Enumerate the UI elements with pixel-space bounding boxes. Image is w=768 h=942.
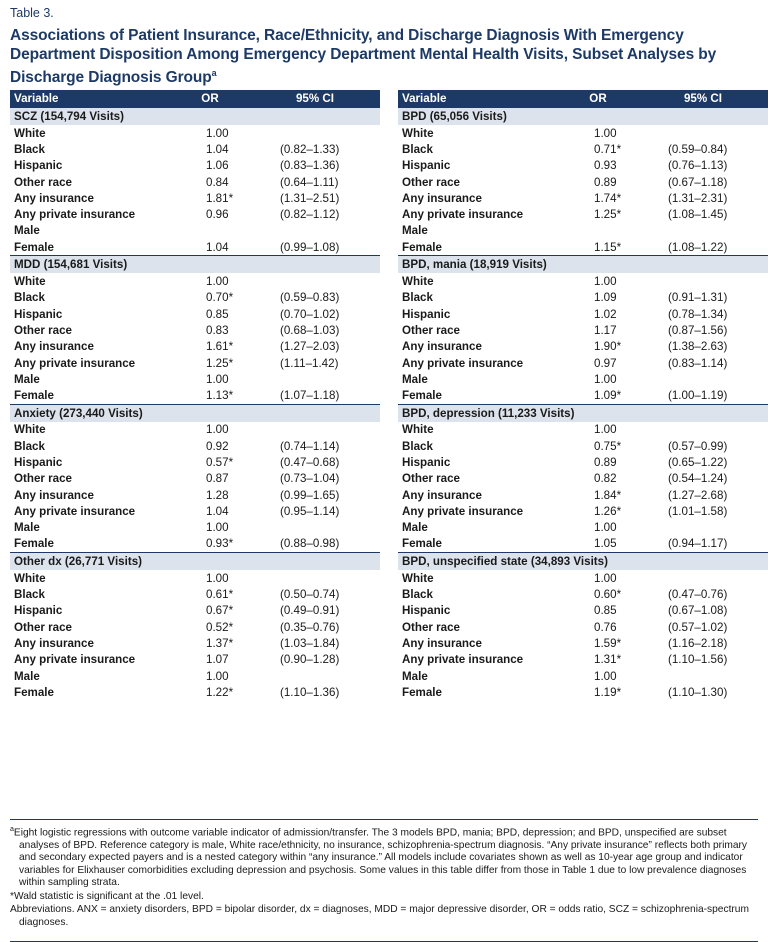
table-row [10, 190, 380, 206]
ci-cell: (1.07–1.18) [280, 389, 340, 403]
table-row [10, 471, 380, 487]
table-row [398, 570, 768, 586]
table-row [10, 239, 380, 256]
or-cell: 1.00 [206, 372, 229, 386]
variable-cell: Female [402, 389, 442, 403]
or-cell: 1.00 [206, 669, 229, 683]
or-cell: 1.00 [594, 669, 617, 683]
group-label: Other dx (26,771 Visits) [10, 553, 380, 571]
ci-cell [638, 371, 768, 387]
variable-cell: Any private insurance [14, 208, 136, 222]
or-cell: 0.96 [206, 208, 229, 222]
ci-cell: (0.82–1.33) [280, 142, 340, 156]
variable-cell: Hispanic [402, 307, 451, 321]
ci-cell: (1.11–1.42) [280, 356, 339, 370]
or-cell: 1.02 [594, 307, 617, 321]
header-variable: Variable [398, 90, 558, 108]
or-cell: 1.81* [206, 191, 234, 205]
or-cell: 1.59* [594, 636, 622, 650]
ci-cell [638, 570, 768, 586]
or-cell: 1.17 [594, 323, 617, 337]
variable-cell: Any insurance [14, 488, 94, 502]
variable-cell: Any insurance [14, 636, 94, 650]
left-table-column [10, 90, 380, 701]
or-cell [170, 223, 250, 239]
group-header-row [398, 553, 768, 571]
group-header-row [10, 108, 380, 126]
ci-cell: (1.03–1.84) [280, 636, 340, 650]
header-or: OR [170, 90, 250, 108]
ci-cell: (0.83–1.14) [668, 356, 728, 370]
ci-cell: (0.35–0.76) [280, 620, 340, 634]
variable-cell: Male [402, 669, 428, 683]
ci-cell [250, 520, 380, 536]
ci-cell [250, 570, 380, 586]
or-cell: 0.89 [594, 455, 617, 469]
table-row [10, 141, 380, 157]
table-row [398, 652, 768, 668]
ci-cell: (0.47–0.76) [668, 588, 728, 602]
or-cell: 0.87 [206, 472, 229, 486]
group-header-row [10, 256, 380, 274]
variable-cell: Other race [14, 175, 72, 189]
variable-cell: Male [402, 224, 428, 238]
table-row [398, 471, 768, 487]
or-cell: 1.04 [206, 142, 229, 156]
table-row [398, 503, 768, 519]
ci-cell [250, 668, 380, 684]
or-cell: 0.93* [206, 537, 234, 551]
or-cell: 1.25* [206, 356, 234, 370]
variable-cell: Male [402, 521, 428, 535]
or-cell: 1.00 [206, 571, 229, 585]
variable-cell: Any private insurance [14, 356, 136, 370]
table-row [398, 206, 768, 222]
table-row [10, 306, 380, 322]
group-label: BPD (65,056 Visits) [398, 108, 768, 126]
header-row [10, 90, 380, 108]
table-row [10, 503, 380, 519]
group-label: SCZ (154,794 Visits) [10, 108, 380, 126]
table-row [10, 422, 380, 438]
or-cell: 1.25* [594, 208, 622, 222]
variable-cell: Any insurance [402, 488, 482, 502]
or-cell [558, 223, 638, 239]
variable-cell: Black [14, 439, 45, 453]
ci-cell: (1.08–1.22) [668, 240, 728, 254]
variable-cell: Black [402, 439, 433, 453]
or-cell: 1.00 [594, 275, 617, 289]
table-row [10, 371, 380, 387]
group-header-row [398, 256, 768, 274]
variable-cell: Any private insurance [402, 504, 524, 518]
or-cell: 0.70* [206, 291, 234, 305]
variable-cell: White [402, 126, 434, 140]
table-row [398, 125, 768, 141]
variable-cell: Other race [402, 175, 460, 189]
ci-cell: (1.38–2.63) [668, 340, 728, 354]
table-row [10, 619, 380, 635]
variable-cell: Hispanic [402, 455, 451, 469]
variable-cell: White [14, 423, 46, 437]
header-or: OR [558, 90, 638, 108]
variable-cell: Black [402, 588, 433, 602]
or-cell: 1.09 [594, 291, 617, 305]
ci-cell: (0.82–1.12) [280, 208, 340, 222]
ci-cell: (0.59–0.83) [280, 291, 340, 305]
table-bottom-rule [10, 819, 758, 820]
variable-cell: Hispanic [402, 604, 451, 618]
or-cell: 1.61* [206, 340, 234, 354]
table-row [398, 158, 768, 174]
or-cell: 0.97 [594, 356, 617, 370]
variable-cell: Male [14, 521, 40, 535]
or-cell: 1.00 [594, 372, 617, 386]
or-cell: 1.04 [206, 504, 229, 518]
variable-cell: Black [14, 142, 45, 156]
table-row [398, 371, 768, 387]
or-cell: 1.00 [594, 423, 617, 437]
table-row [10, 125, 380, 141]
variable-cell: Black [14, 291, 45, 305]
variable-cell: Other race [14, 323, 72, 337]
group-header-row [398, 108, 768, 126]
table-row [10, 223, 380, 239]
table-title-text: Associations of Patient Insurance, Race/Ethnicity, and Discharge Diagnosis With Emergency Department Disposition Among Emergency Department Mental Health Visits, Subset Analyses by Discharge Diagnosis Group [10, 27, 717, 87]
footnote-a [10, 824, 758, 890]
variable-cell: Any private insurance [402, 208, 524, 222]
variable-cell: Hispanic [402, 159, 451, 173]
table-row [10, 536, 380, 553]
table-row [10, 684, 380, 700]
or-cell: 1.37* [206, 636, 234, 650]
group-label: BPD, mania (18,919 Visits) [398, 256, 768, 274]
ci-cell: (0.76–1.13) [668, 159, 728, 173]
variable-cell: Female [402, 240, 442, 254]
variable-cell: Any insurance [402, 636, 482, 650]
table-row [398, 141, 768, 157]
ci-cell [638, 273, 768, 289]
ci-cell [250, 223, 380, 239]
or-cell: 1.00 [594, 571, 617, 585]
table-row [398, 190, 768, 206]
variable-cell: Female [14, 389, 54, 403]
table-row [10, 570, 380, 586]
table-row [398, 422, 768, 438]
or-cell: 0.67* [206, 604, 234, 618]
or-cell: 1.31* [594, 653, 622, 667]
ci-cell: (0.57–0.99) [668, 439, 728, 453]
table-row [398, 355, 768, 371]
ci-cell: (0.73–1.04) [280, 472, 340, 486]
footnote-significance: *Wald statistic is significant at the .01 level. [10, 890, 204, 902]
group-label: BPD, depression (11,233 Visits) [398, 404, 768, 422]
variable-cell: Other race [402, 620, 460, 634]
ci-cell: (1.16–2.18) [668, 636, 728, 650]
table-row [398, 619, 768, 635]
ci-cell: (1.31–2.31) [668, 191, 728, 205]
table-row [398, 536, 768, 553]
or-cell: 1.84* [594, 488, 622, 502]
table-row [398, 635, 768, 651]
variable-cell: Female [14, 537, 54, 551]
variable-cell: Other race [402, 472, 460, 486]
table-row [10, 273, 380, 289]
ci-cell [250, 125, 380, 141]
variable-cell: Any private insurance [14, 653, 136, 667]
variable-cell: Male [14, 669, 40, 683]
ci-cell: (0.95–1.14) [280, 504, 340, 518]
group-label: Anxiety (273,440 Visits) [10, 404, 380, 422]
or-cell: 1.00 [206, 275, 229, 289]
ci-cell: (0.54–1.24) [668, 472, 728, 486]
table-label: Table 3. [10, 6, 54, 20]
or-cell: 1.09* [594, 389, 622, 403]
or-cell: 0.85 [594, 604, 617, 618]
header-ci: 95% CI [638, 90, 768, 108]
ci-cell: (0.99–1.08) [280, 240, 340, 254]
group-header-row [10, 404, 380, 422]
ci-cell: (1.27–2.03) [280, 340, 340, 354]
right-results-table [398, 90, 768, 701]
ci-cell: (0.91–1.31) [668, 291, 728, 305]
ci-cell: (1.31–2.51) [280, 191, 340, 205]
ci-cell [638, 520, 768, 536]
ci-cell [250, 422, 380, 438]
or-cell: 0.61* [206, 588, 234, 602]
or-cell: 1.00 [594, 126, 617, 140]
footnote-a-marker: a [10, 826, 14, 833]
ci-cell: (0.59–0.84) [668, 142, 728, 156]
ci-cell: (0.64–1.11) [280, 175, 339, 189]
or-cell: 1.28 [206, 488, 229, 502]
table-row [398, 290, 768, 306]
table-row [10, 652, 380, 668]
variable-cell: Any private insurance [402, 356, 524, 370]
table-row [10, 454, 380, 470]
table-row [10, 174, 380, 190]
ci-cell: (0.67–1.18) [668, 175, 728, 189]
variable-cell: Male [14, 224, 40, 238]
table-row [398, 438, 768, 454]
title-footnote-marker: a [211, 68, 217, 78]
or-cell: 0.52* [206, 620, 234, 634]
table-row [398, 586, 768, 602]
ci-cell: (0.68–1.03) [280, 323, 340, 337]
table-row [398, 322, 768, 338]
table-row [10, 438, 380, 454]
group-label: MDD (154,681 Visits) [10, 256, 380, 274]
ci-cell [250, 371, 380, 387]
ci-cell: (0.90–1.28) [280, 653, 340, 667]
ci-cell: (0.88–0.98) [280, 537, 340, 551]
ci-cell [638, 125, 768, 141]
table-row [398, 223, 768, 239]
ci-cell: (0.65–1.22) [668, 455, 728, 469]
variable-cell: White [14, 275, 46, 289]
or-cell: 1.00 [206, 126, 229, 140]
left-table-body [10, 108, 380, 701]
ci-cell: (0.87–1.56) [668, 323, 728, 337]
table-row [10, 387, 380, 404]
variable-cell: White [14, 126, 46, 140]
ci-cell: (1.27–2.68) [668, 488, 728, 502]
variable-cell: Male [402, 372, 428, 386]
variable-cell: Any private insurance [402, 653, 524, 667]
table-row [10, 668, 380, 684]
table-row [10, 520, 380, 536]
or-cell: 0.82 [594, 472, 617, 486]
or-cell: 0.76 [594, 620, 617, 634]
table-row [10, 158, 380, 174]
variable-cell: Any insurance [14, 340, 94, 354]
table-row [10, 603, 380, 619]
ci-cell: (0.78–1.34) [668, 307, 728, 321]
table-row [398, 239, 768, 256]
or-cell: 0.57* [206, 455, 234, 469]
variable-cell: Any insurance [402, 340, 482, 354]
footnote-abbreviations: Abbreviations. ANX = anxiety disorders, BPD = bipolar disorder, dx = diagnoses, MDD = major depressive disorder, OR = odds ratio, SCZ = schizophrenia-spectrum diagnoses. [10, 904, 749, 928]
table-row [10, 635, 380, 651]
variable-cell: Female [402, 685, 442, 699]
ci-cell: (0.70–1.02) [280, 307, 340, 321]
table-page [10, 6, 758, 928]
table-row [398, 520, 768, 536]
or-cell: 0.60* [594, 588, 622, 602]
variable-cell: Black [402, 291, 433, 305]
table-row [10, 290, 380, 306]
table-row [10, 586, 380, 602]
or-cell: 1.22* [206, 685, 234, 699]
table-row [398, 454, 768, 470]
left-results-table [10, 90, 380, 701]
variable-cell: Female [14, 685, 54, 699]
footnote-a-text: Eight logistic regressions with outcome variable indicator of admission/transfer. The 3 models BPD, mania; BPD, depression; and BPD, unspecified are subset analyses of BPD. Reference category is male, White race/ethnicity, no insurance, schizophrenia-spectrum diagnosis. “Any private insurance” reflects both primary and secondary expected payers and is a nested category within “any insurance.” All models include covariates shown as well as 10-year age group and indicator variables for Elixhauser comorbidities excluding depression and psychosis. Some values in this table differ from those in Table 1 due to low prevalence diagnoses within sampling strata. [13, 827, 747, 889]
ci-cell: (0.50–0.74) [280, 588, 340, 602]
variable-cell: Hispanic [14, 455, 63, 469]
table-row [398, 306, 768, 322]
ci-cell: (1.00–1.19) [668, 389, 728, 403]
variable-cell: Other race [14, 472, 72, 486]
right-table-body [398, 108, 768, 701]
ci-cell: (0.74–1.14) [280, 439, 340, 453]
variable-cell: White [402, 423, 434, 437]
ci-cell: (0.49–0.91) [280, 604, 340, 618]
ci-cell: (0.47–0.68) [280, 455, 340, 469]
ci-cell: (0.83–1.36) [280, 159, 340, 173]
or-cell: 0.75* [594, 439, 622, 453]
variable-cell: White [402, 571, 434, 585]
table-row [10, 206, 380, 222]
or-cell: 0.93 [594, 159, 617, 173]
table-row [10, 487, 380, 503]
ci-cell: (1.10–1.30) [668, 685, 728, 699]
variable-cell: Male [14, 372, 40, 386]
or-cell: 0.92 [206, 439, 229, 453]
ci-cell: (1.01–1.58) [668, 504, 728, 518]
variable-cell: Any private insurance [14, 504, 136, 518]
or-cell: 1.26* [594, 504, 622, 518]
ci-cell [638, 223, 768, 239]
or-cell: 1.05 [594, 537, 617, 551]
variable-cell: Hispanic [14, 159, 63, 173]
table-row [398, 684, 768, 700]
ci-cell: (0.57–1.02) [668, 620, 728, 634]
table-row [398, 174, 768, 190]
or-cell: 0.84 [206, 175, 229, 189]
variable-cell: Any insurance [402, 191, 482, 205]
ci-cell: (0.94–1.17) [668, 537, 728, 551]
table-row [10, 355, 380, 371]
or-cell: 1.90* [594, 340, 622, 354]
table-row [398, 668, 768, 684]
ci-cell: (1.10–1.56) [668, 653, 728, 667]
ci-cell [638, 422, 768, 438]
ci-cell: (0.67–1.08) [668, 604, 728, 618]
table-row [398, 339, 768, 355]
variable-cell: Hispanic [14, 604, 63, 618]
table-row [398, 387, 768, 404]
or-cell: 1.74* [594, 191, 622, 205]
group-header-row [10, 553, 380, 571]
variable-cell: Black [402, 142, 433, 156]
or-cell: 1.00 [206, 521, 229, 535]
variable-cell: White [14, 571, 46, 585]
or-cell: 1.07 [206, 653, 229, 667]
or-cell: 1.13* [206, 389, 234, 403]
table-row [398, 487, 768, 503]
table-row [10, 339, 380, 355]
variable-cell: Other race [14, 620, 72, 634]
table-row [398, 603, 768, 619]
header-ci: 95% CI [250, 90, 380, 108]
variable-cell: Any insurance [14, 191, 94, 205]
or-cell: 1.06 [206, 159, 229, 173]
ci-cell: (1.10–1.36) [280, 685, 340, 699]
variable-cell: Black [14, 588, 45, 602]
group-label: BPD, unspecified state (34,893 Visits) [398, 553, 768, 571]
table-row [10, 322, 380, 338]
or-cell: 0.83 [206, 323, 229, 337]
or-cell: 0.85 [206, 307, 229, 321]
ci-cell [250, 273, 380, 289]
ci-cell [638, 668, 768, 684]
ci-cell: (1.08–1.45) [668, 208, 728, 222]
or-cell: 0.89 [594, 175, 617, 189]
table-row [398, 273, 768, 289]
variable-cell: Other race [402, 323, 460, 337]
or-cell: 0.71* [594, 142, 622, 156]
table-notes [10, 824, 758, 930]
group-header-row [398, 404, 768, 422]
variable-cell: Female [402, 537, 442, 551]
header-row [398, 90, 768, 108]
variable-cell: White [402, 275, 434, 289]
variable-cell: Female [14, 240, 54, 254]
or-cell: 1.04 [206, 240, 229, 254]
right-table-column [398, 90, 768, 701]
or-cell: 1.19* [594, 685, 622, 699]
variable-cell: Hispanic [14, 307, 63, 321]
or-cell: 1.00 [206, 423, 229, 437]
ci-cell: (0.99–1.65) [280, 488, 340, 502]
or-cell: 1.15* [594, 240, 622, 254]
or-cell: 1.00 [594, 521, 617, 535]
table-title [10, 26, 758, 87]
header-variable: Variable [10, 90, 170, 108]
